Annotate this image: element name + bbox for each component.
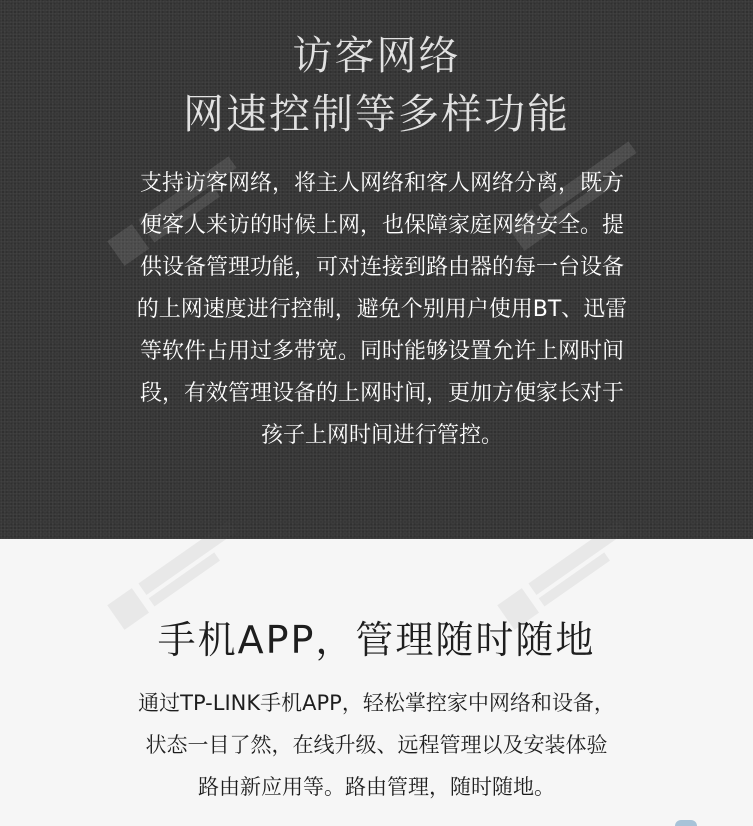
guest-network-title: 访客网络: [292, 33, 461, 79]
description-line: 段，有效管理设备的上网时间，更加方便家长对于: [139, 381, 624, 406]
mobile-app-description: [40, 682, 713, 808]
description-line: 的上网速度进行控制，避免个别用户使用BT、迅雷: [136, 297, 628, 322]
speed-control-title: 网速控制等多样功能: [183, 90, 570, 138]
description-line: 通过TP-LINK手机APP，轻松掌控家中网络和设备，: [138, 691, 615, 715]
description-line: 便客人来访的时候上网，也保障家庭网络安全。提: [139, 213, 624, 238]
guest-network-description: [82, 163, 682, 457]
description-line: 孩子上网时间进行管控。: [260, 423, 503, 448]
description-line: 状态一目了然，在线升级、远程管理以及安装体验: [145, 733, 608, 757]
mobile-app-section: [0, 539, 753, 826]
description-line: 支持访客网络，将主人网络和客人网络分离，既方: [139, 171, 624, 196]
description-line: 等软件占用过多带宽。同时能够设置允许上网时间: [139, 339, 624, 364]
mobile-app-title: 手机APP，管理随时随地: [157, 618, 596, 662]
description-line: 路由新应用等。路由管理，随时随地。: [198, 775, 555, 799]
scroll-top-icon[interactable]: [675, 820, 697, 826]
description-line: 供设备管理功能，可对连接到路由器的每一台设备: [139, 255, 624, 280]
